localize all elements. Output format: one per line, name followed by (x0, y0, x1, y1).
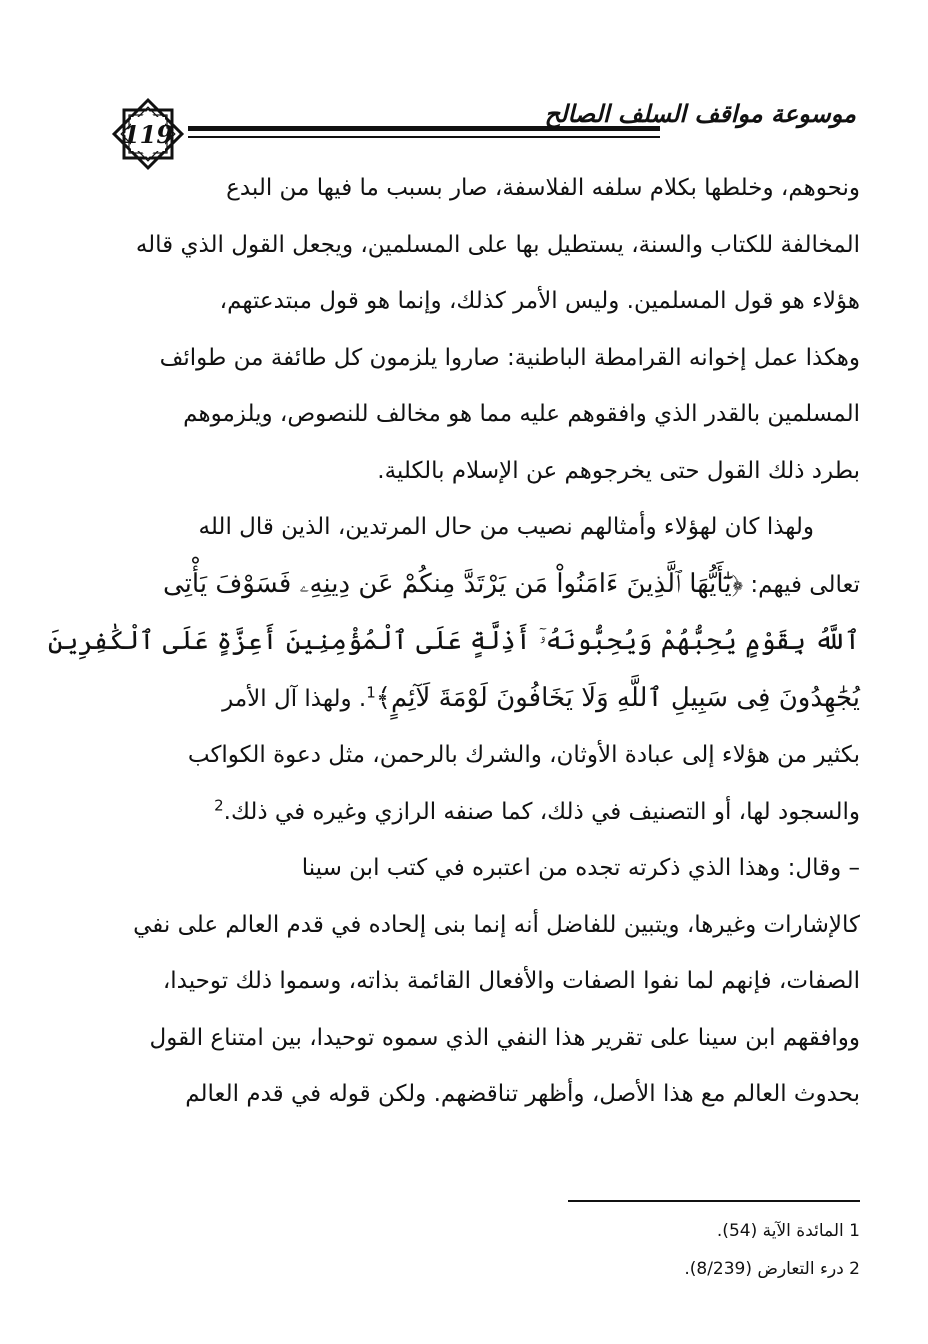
text-line: هؤلاء هو قول المسلمين. وليس الأمر كذلك، وإنما هو قول مبتدعتهم، (219, 288, 860, 314)
verse-intro: تعالى فيهم: (743, 571, 860, 598)
text-line: بحدوث العالم مع هذا الأصل، وأظهر تناقضهم. ولكن قوله في قدم العالم (185, 1081, 860, 1107)
text-line: كالإشارات وغيرها، ويتبين للفاضل أنه إنما بنى إلحاده في قدم العالم على نفي (133, 911, 860, 938)
text-segment: والسجود لها، أو التصنيف في ذلك، كما صنفه الرازي وغيره في ذلك. (223, 798, 860, 825)
main-text (47, 160, 860, 1123)
text-line: ونحوهم، وخلطها بكلام سلفه الفلاسفة، صار بسبب ما فيها من البدع (226, 175, 860, 201)
footnote-text: المائدة الآية (54). (716, 1221, 844, 1241)
text-segment: . ولهذا آل الأمر (222, 685, 367, 712)
quran-verse: يُجَٰهِدُونَ فِى سَبِيلِ ٱللَّهِ وَلَا يَخَافُونَ لَوْمَةَ لَآئِمٍ﴾ (375, 682, 860, 713)
quran-verse: ﴿يَٰٓأَيُّهَا ٱلَّذِينَ ءَامَنُواْ مَن يَرْتَدَّ مِنكُمْ عَن دِينِهِۦ فَسَوْفَ يَأْتِى (162, 568, 744, 599)
header-rule-thin (188, 136, 660, 138)
series-title: موسوعة مواقف السلف الصالح (544, 100, 856, 128)
text-line: المسلمين بالقدر الذي وافقوهم عليه مما هو مخالف للنصوص، ويلزموهم (183, 401, 860, 427)
footnote-separator (568, 1200, 860, 1202)
text-line: – وقال: وهذا الذي ذكرته تجده من اعتبره في كتب ابن سينا (301, 855, 860, 881)
text-line-with-verse (118, 670, 860, 728)
footnote-ref[interactable]: 1 (366, 682, 376, 701)
footnote-number: 1 (849, 1221, 860, 1241)
footnote (360, 1250, 860, 1288)
quran-verse: ٱللَّهُ بِقَوْمٍ يُحِبُّهُمْ وَيُحِبُّونَهُۥٓ أَذِلَّةٍ عَلَى ٱلْمُؤْمِنِينَ أَعِزَّةٍ عَلَى ٱلْكَٰفِرِينَ (47, 626, 860, 656)
page-number: 119 (122, 119, 174, 149)
text-line: الصفات، فإنهم لما نفوا الصفات والأفعال القائمة بذاته، وسموا ذلك توحيدا، (162, 968, 860, 994)
footnotes (360, 1212, 860, 1288)
footnote (360, 1212, 860, 1250)
text-line: ووافقهم ابن سينا على تقرير هذا النفي الذي سموه توحيدا، بين امتناع القول (149, 1024, 860, 1051)
text-line: بطرد ذلك القول حتى يخرجوهم عن الإسلام بالكلية. (377, 457, 860, 484)
text-line: وهكذا عمل إخوانه القرامطة الباطنية: صاروا يلزمون كل طائفة من طوائف (159, 344, 860, 371)
text-line: المخالفة للكتاب والسنة، يستطيل بها على المسلمين، ويجعل القول الذي قاله (135, 231, 860, 258)
text-line: بكثير من هؤلاء إلى عبادة الأوثان، والشرك بالرحمن، مثل دعوة الكواكب (187, 742, 860, 768)
footnote-text: درء التعارض (8/239). (684, 1259, 844, 1279)
text-line: ولهذا كان لهؤلاء وأمثالهم نصيب من حال المرتدين، الذين قال الله (198, 514, 814, 540)
text-line-with-ref (118, 784, 860, 841)
footnote-number: 2 (849, 1259, 860, 1279)
text-line-with-verse (118, 556, 860, 614)
footnote-ref[interactable]: 2 (214, 795, 224, 814)
